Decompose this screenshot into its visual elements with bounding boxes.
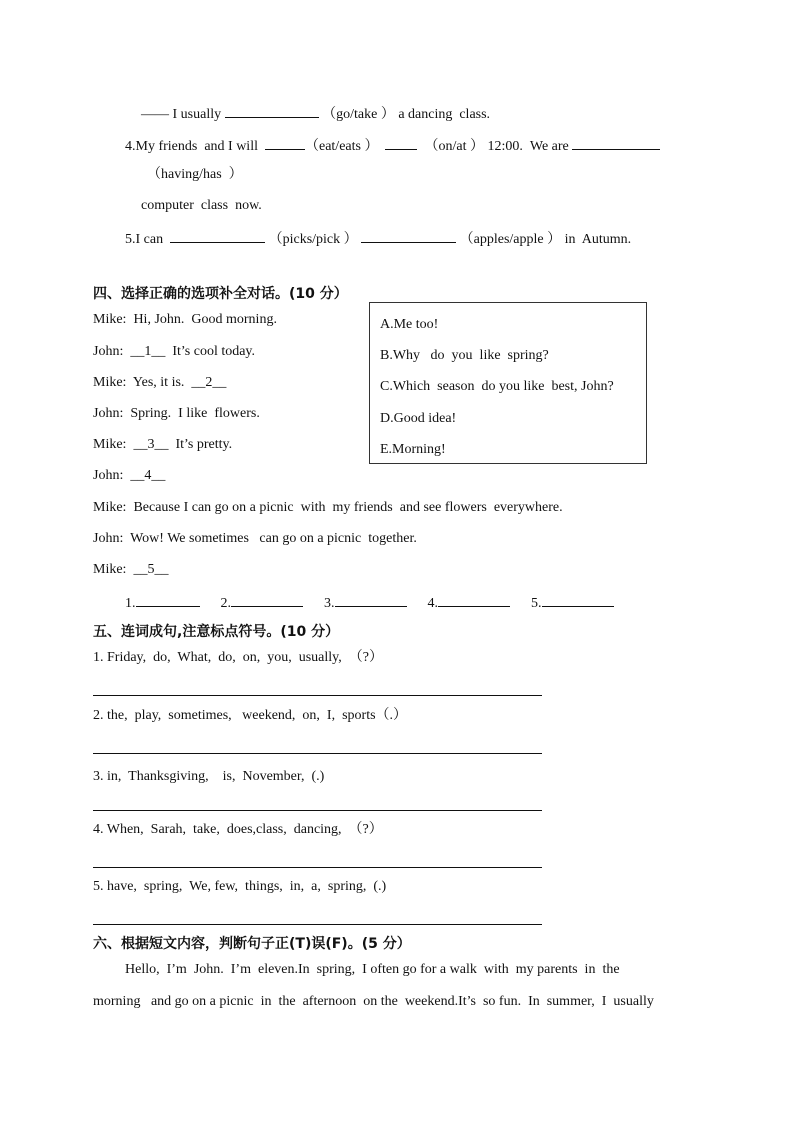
answer-number: 4.: [427, 596, 438, 611]
answer-blank[interactable]: [225, 103, 319, 118]
dialogue-line: John: Wow! We sometimes can go on a picnic together.: [93, 531, 417, 546]
option-d: D.Good idea!: [380, 411, 457, 426]
fill-blank-line-4-option: （having/has ）: [147, 167, 243, 182]
dialogue-line: Mike: __3__ It’s pretty.: [93, 437, 233, 452]
fill-blank-line-4: [125, 135, 660, 156]
answer-number: 1.: [125, 596, 136, 611]
answer-blank[interactable]: [170, 228, 265, 243]
answer-blank[interactable]: [438, 592, 510, 607]
option-e: E.Morning!: [380, 442, 446, 457]
fill-blank-line-5: [125, 228, 631, 249]
answer-line[interactable]: [93, 867, 542, 868]
option-c: C.Which season do you like best, John?: [380, 379, 614, 394]
reading-paragraph-line: Hello, I’m John. I’m eleven.In spring, I often go for a walk with my parents in the: [125, 962, 620, 977]
answer-blank[interactable]: [572, 135, 660, 150]
dialogue-line: Mike: Yes, it is. __2__: [93, 375, 227, 390]
word-order-item: 5. have, spring, We, few, things, in, a, spring, (.): [93, 879, 387, 894]
sentence-text: （go/take ） a dancing class.: [322, 107, 491, 122]
dialogue-line: John: __4__: [93, 468, 166, 483]
section-heading-5: 五、连词成句,注意标点符号。(10 分）: [93, 624, 340, 640]
fill-blank-line-3b: [141, 103, 490, 124]
sentence-text: （on/at ） 12:00. We are: [424, 139, 573, 154]
answer-blank[interactable]: [361, 228, 456, 243]
sentence-text: （eat/eats ）: [304, 139, 386, 154]
answer-line[interactable]: [93, 924, 542, 925]
word-order-item: 1. Friday, do, What, do, on, you, usually, （?）: [93, 650, 383, 665]
answer-line[interactable]: [93, 695, 542, 696]
answer-blank[interactable]: [335, 592, 407, 607]
answer-blank[interactable]: [385, 135, 417, 150]
answer-number: 2.: [220, 596, 231, 611]
dialogue-line: Mike: Hi, John. Good morning.: [93, 312, 277, 327]
option-b: B.Why do you like spring?: [380, 348, 549, 363]
word-order-item: 3. in, Thanksgiving, is, November, (.): [93, 769, 325, 784]
dialogue-line: John: __1__ It’s cool today.: [93, 344, 256, 359]
dialogue-line: Mike: __5__: [93, 562, 169, 577]
fill-blank-line-4-end: computer class now.: [141, 198, 262, 213]
options-box: [369, 302, 647, 464]
word-order-item: 2. the, play, sometimes, weekend, on, I, sports（.）: [93, 708, 408, 723]
word-order-item: 4. When, Sarah, take, does,class, dancing, （?）: [93, 822, 383, 837]
sentence-text: —— I usually: [141, 107, 225, 122]
answer-blank[interactable]: [542, 592, 614, 607]
dialogue-line: John: Spring. I like flowers.: [93, 406, 260, 421]
answer-line[interactable]: [93, 810, 542, 811]
answer-blank[interactable]: [265, 135, 305, 150]
sentence-text: （apples/apple ） in Autumn.: [459, 232, 632, 247]
dialogue-line: Mike: Because I can go on a picnic with my friends and see flowers everywhere.: [93, 500, 563, 515]
answer-number: 5.: [531, 596, 542, 611]
answer-row: [125, 592, 614, 613]
sentence-text: （picks/pick ）: [268, 232, 362, 247]
section-heading-6: 六、根据短文内容，判断句子正(T)误(F)。(5 分）: [93, 936, 411, 952]
sentence-text: 5.I can: [125, 232, 171, 247]
sentence-text: 4.My friends and I will: [125, 139, 265, 154]
answer-number: 3.: [324, 596, 335, 611]
reading-paragraph-line: morning and go on a picnic in the afternoon on the weekend.It’s so fun. In summer, I usually: [93, 994, 654, 1009]
answer-blank[interactable]: [136, 592, 200, 607]
section-heading-4: 四、选择正确的选项补全对话。(10 分）: [93, 286, 348, 302]
option-a: A.Me too!: [380, 317, 439, 332]
answer-blank[interactable]: [231, 592, 303, 607]
answer-line[interactable]: [93, 753, 542, 754]
